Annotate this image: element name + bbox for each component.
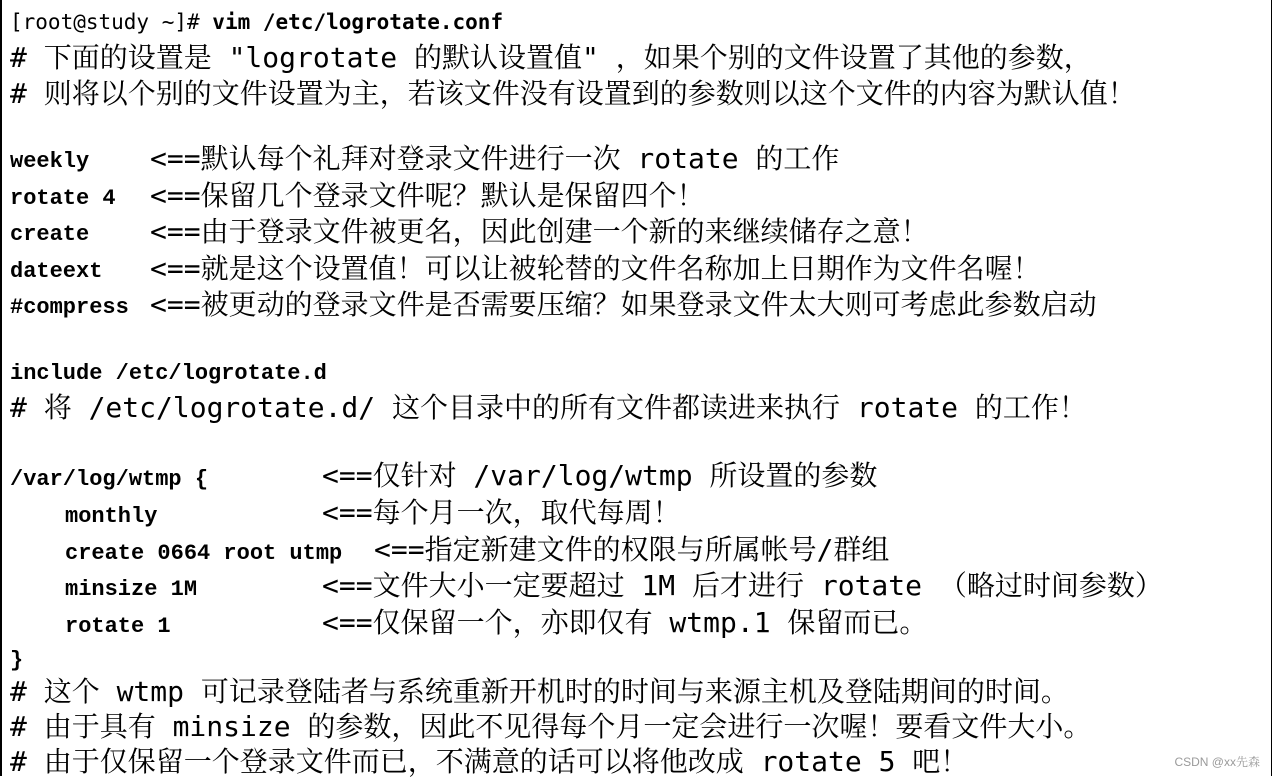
comment-line: # 这个 wtmp 可记录登陆者与系统重新开机时的时间与来源主机及登陆期间的时间。: [10, 675, 1069, 708]
directive-note: <==被更动的登录文件是否需要压缩？如果登录文件太大则可考虑此参数启动: [150, 288, 1097, 321]
directive-create-mode: create 0664 root utmp: [65, 541, 343, 566]
directive-weekly: weekly: [10, 149, 90, 174]
directive-minsize: minsize 1M: [65, 577, 198, 602]
directive-note: <==仅保留一个，亦即仅有 wtmp.1 保留而已。: [322, 606, 928, 639]
directive-note: <==默认每个礼拜对登录文件进行一次 rotate 的工作: [150, 142, 840, 175]
directive-note: <==指定新建文件的权限与所属帐号/群组: [374, 533, 890, 566]
directive-monthly: monthly: [65, 504, 158, 529]
block-close: }: [10, 648, 24, 673]
directive-rotate-1: rotate 1: [65, 614, 171, 639]
shell-prompt: [root@study ~]#: [10, 10, 213, 34]
directive-note: <==仅针对 /var/log/wtmp 所设置的参数: [322, 459, 878, 492]
comment-line: # 由于具有 minsize 的参数，因此不见得每个月一定会进行一次喔！要看文件大小。: [10, 710, 1092, 743]
comment-line: # 则将以个别的文件设置为主，若该文件没有设置到的参数则以这个文件的内容为默认值！: [10, 77, 1136, 110]
comment-line: # 下面的设置是 "logrotate 的默认设置值" ，如果个别的文件设置了其他的参数，: [10, 41, 1092, 74]
directive-note: <==文件大小一定要超过 1M 后才进行 rotate （略过时间参数）: [322, 569, 1163, 602]
directive-compress: #compress: [10, 295, 129, 320]
directive-include: include /etc/logrotate.d: [10, 361, 327, 386]
shell-prompt-line: [10, 12, 503, 33]
shell-command: vim /etc/logrotate.conf: [212, 10, 504, 34]
block-open: /var/log/wtmp {: [10, 467, 209, 492]
directive-note: <==每个月一次，取代每周！: [322, 496, 681, 529]
comment-line: # 由于仅保留一个登录文件而已，不满意的话可以将他改成 rotate 5 吧！: [10, 745, 969, 778]
directive-note: <==就是这个设置值！可以让被轮替的文件名称加上日期作为文件名喔！: [150, 252, 1041, 285]
directive-dateext: dateext: [10, 259, 103, 284]
directive-create: create: [10, 222, 90, 247]
watermark: CSDN @xx先森: [1174, 755, 1260, 769]
comment-line: # 将 /etc/logrotate.d/ 这个目录中的所有文件都读进来执行 rotate 的工作！: [10, 391, 1087, 424]
directive-note: <==保留几个登录文件呢？默认是保留四个！: [150, 179, 705, 212]
directive-rotate: rotate 4: [10, 186, 116, 211]
directive-note: <==由于登录文件被更名，因此创建一个新的来继续储存之意！: [150, 215, 929, 248]
